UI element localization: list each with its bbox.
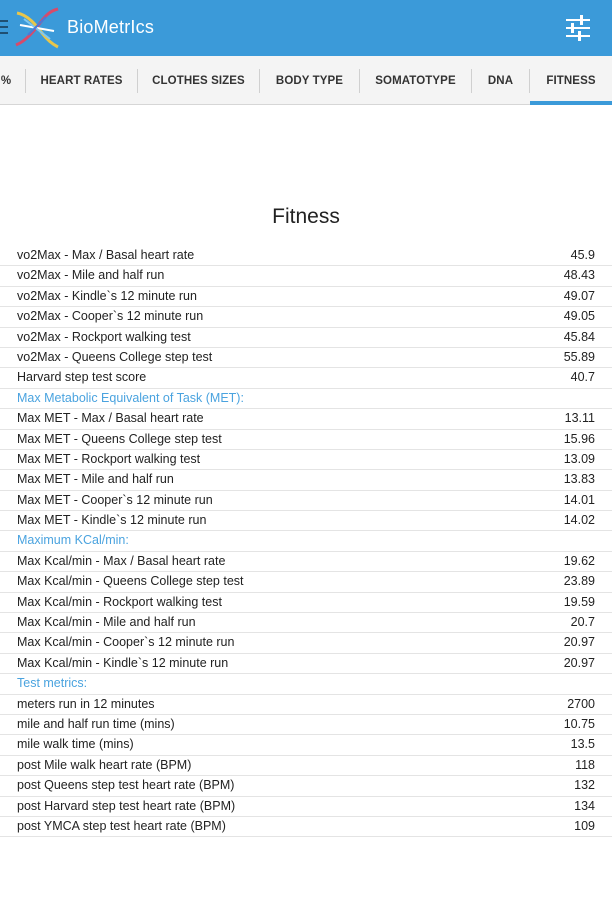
app-title: BioMetrIcs — [67, 17, 155, 37]
section-label: Maximum KCal/min: — [17, 533, 129, 548]
metric-value: 23.89 — [563, 574, 595, 589]
metric-label: Max Kcal/min - Queens College step test — [17, 574, 244, 589]
tab-somatotype[interactable]: SOMATOTYPE — [375, 75, 456, 87]
table-row — [0, 817, 612, 837]
metric-label: Max Kcal/min - Kindle`s 12 minute run — [17, 655, 229, 670]
app-bar — [0, 0, 612, 56]
section-header — [0, 674, 612, 694]
metric-value: 134 — [574, 798, 595, 813]
metric-label: Max Kcal/min - Max / Basal heart rate — [17, 553, 226, 568]
metric-value: 2700 — [567, 696, 595, 711]
table-row — [0, 552, 612, 572]
tab-dna[interactable]: DNA — [487, 75, 514, 87]
table-row — [0, 735, 612, 755]
metric-value: 45.9 — [570, 248, 595, 262]
metric-value: 20.7 — [570, 615, 595, 630]
tab-clothes-sizes[interactable]: CLOTHES SIZES — [152, 75, 245, 87]
metric-label: mile and half run time (mins) — [17, 716, 175, 731]
table-row — [0, 695, 612, 715]
table-row — [0, 491, 612, 511]
metric-value: 132 — [574, 778, 595, 793]
metric-label: post YMCA step test heart rate (BPM) — [17, 818, 226, 833]
metric-value: 49.05 — [563, 309, 595, 324]
table-row — [0, 450, 612, 470]
metric-value: 19.59 — [563, 594, 595, 609]
metric-value: 49.07 — [563, 288, 595, 303]
metric-value: 45.84 — [563, 329, 595, 344]
metric-value: 20.97 — [563, 635, 595, 650]
table-row — [0, 470, 612, 490]
table-row — [0, 348, 612, 368]
table-row — [0, 633, 612, 653]
metric-value: 109 — [574, 818, 595, 833]
metric-value: 48.43 — [563, 268, 595, 283]
metric-value: 19.62 — [563, 553, 595, 568]
tab-bar — [0, 56, 612, 105]
table-row — [0, 409, 612, 429]
tab-heart-rates[interactable]: HEART RATES — [40, 75, 123, 87]
metric-label: Harvard step test score — [17, 370, 147, 385]
metric-value: 13.83 — [563, 472, 595, 487]
page-title: Fitness — [272, 205, 340, 228]
section-header — [0, 531, 612, 551]
table-row — [0, 368, 612, 388]
table-row — [0, 776, 612, 796]
metric-label: vo2Max - Max / Basal heart rate — [17, 248, 195, 262]
metric-label: vo2Max - Rockport walking test — [17, 329, 191, 344]
metric-label: vo2Max - Cooper`s 12 minute run — [17, 309, 204, 324]
metric-label: Max MET - Queens College step test — [17, 431, 222, 446]
metric-label: post Mile walk heart rate (BPM) — [17, 757, 192, 772]
sliders-settings-icon[interactable] — [563, 13, 593, 43]
metric-value: 40.7 — [570, 370, 595, 385]
table-row — [0, 307, 612, 327]
table-row — [0, 654, 612, 674]
metric-label: Max MET - Max / Basal heart rate — [17, 411, 204, 426]
metric-label: vo2Max - Kindle`s 12 minute run — [17, 288, 197, 303]
table-row — [0, 246, 612, 266]
table-row — [0, 715, 612, 735]
table-row — [0, 287, 612, 307]
metric-value: 15.96 — [563, 431, 595, 446]
metric-label: Max MET - Mile and half run — [17, 472, 174, 487]
section-label: Max Metabolic Equivalent of Task (MET): — [17, 390, 244, 405]
table-row — [0, 511, 612, 531]
metric-value: 118 — [575, 757, 595, 772]
table-row — [0, 797, 612, 817]
tab-percent[interactable]: % — [0, 75, 12, 87]
table-row — [0, 572, 612, 592]
metric-label: post Queens step test heart rate (BPM) — [17, 778, 235, 793]
table-row — [0, 430, 612, 450]
metric-value: 20.97 — [563, 655, 595, 670]
metric-label: Max Kcal/min - Rockport walking test — [17, 594, 222, 609]
metric-label: vo2Max - Queens College step test — [17, 349, 213, 364]
tab-body-type[interactable]: BODY TYPE — [275, 75, 344, 87]
section-header — [0, 389, 612, 409]
tab-fitness[interactable]: FITNESS — [530, 56, 612, 104]
table-row — [0, 266, 612, 286]
metric-value: 14.02 — [563, 513, 595, 528]
metric-label: Max Kcal/min - Cooper`s 12 minute run — [17, 635, 235, 650]
table-row — [0, 756, 612, 776]
metric-label: mile walk time (mins) — [17, 737, 134, 752]
metric-label: Max Kcal/min - Mile and half run — [17, 615, 196, 630]
section-label: Test metrics: — [17, 676, 88, 691]
metric-value: 13.5 — [570, 737, 595, 752]
metric-label: post Harvard step test heart rate (BPM) — [17, 798, 236, 813]
table-row — [0, 328, 612, 348]
metric-label: meters run in 12 minutes — [17, 696, 155, 711]
metric-value: 13.11 — [564, 411, 595, 426]
metric-label: Max MET - Kindle`s 12 minute run — [17, 513, 207, 528]
metric-value: 14.01 — [563, 492, 595, 507]
metric-value: 13.09 — [563, 451, 595, 466]
metric-value: 10.75 — [563, 716, 595, 731]
fitness-table — [0, 246, 612, 837]
metric-label: Max MET - Cooper`s 12 minute run — [17, 492, 213, 507]
table-row — [0, 593, 612, 613]
table-row — [0, 613, 612, 633]
metric-label: Max MET - Rockport walking test — [17, 451, 201, 466]
drawer-menu-icon[interactable] — [0, 20, 8, 34]
metric-value: 55.89 — [563, 349, 595, 364]
dna-logo-icon — [14, 5, 60, 51]
metric-label: vo2Max - Mile and half run — [17, 268, 165, 283]
